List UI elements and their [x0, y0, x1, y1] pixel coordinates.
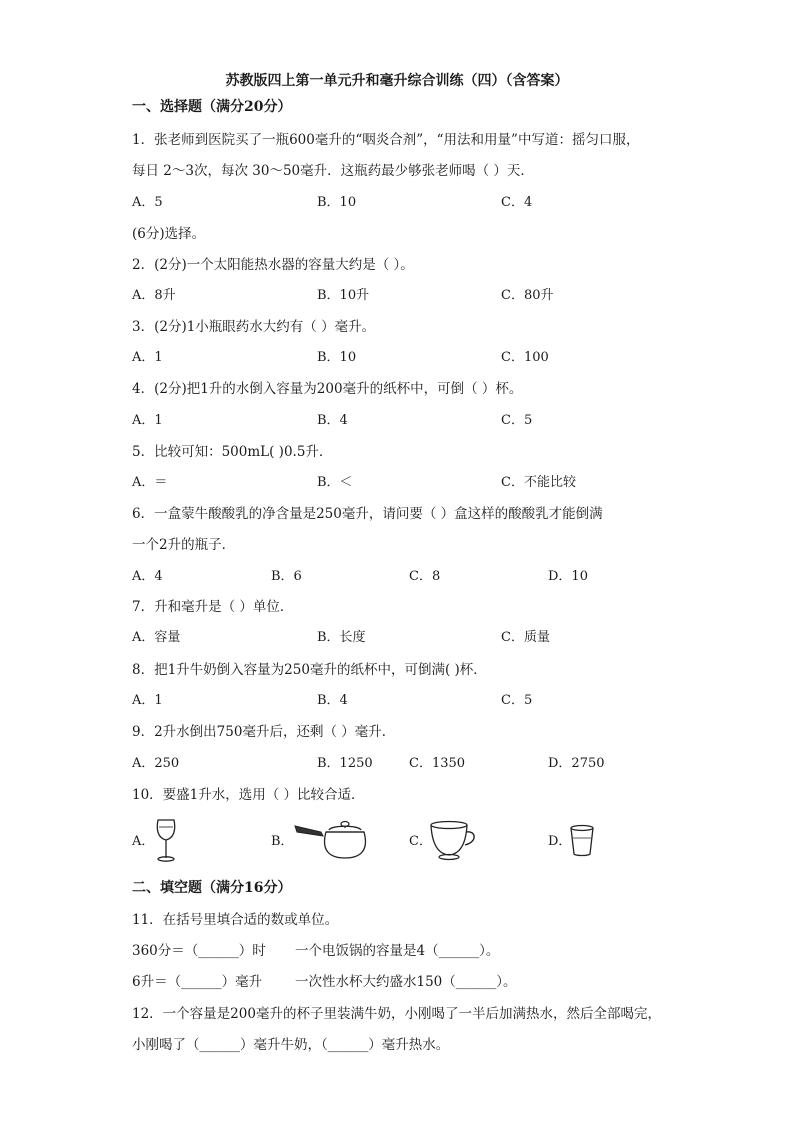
q6-option-b: B．6 — [271, 569, 302, 584]
q11-row-2-right: 一次性水杯大约盛水150（______）。 — [295, 974, 517, 990]
q2-option-c: C．80升 — [501, 288, 554, 303]
q3-option-a: A．1 — [132, 350, 163, 365]
q8-option-a: A．1 — [132, 693, 163, 708]
q3-option-c: C．100 — [501, 350, 549, 365]
q2-option-a: A．8升 — [132, 288, 176, 303]
q1-option-b: B．10 — [317, 195, 357, 210]
q10-option-a: A． — [132, 834, 155, 849]
question-8: 8．把1升牛奶倒入容量为250毫升的纸杯中，可倒满( )杯． — [132, 662, 487, 678]
question-11: 11．在括号里填合适的数或单位。 — [132, 912, 339, 928]
q7-option-a: A．容量 — [132, 630, 181, 645]
page-title: 苏教版四上第一单元升和毫升综合训练（四）（含答案） — [225, 73, 569, 89]
q4-option-b: B．4 — [317, 413, 348, 428]
question-9: 9．2升水倒出750毫升后，还剩（ ）毫升． — [132, 724, 396, 740]
q9-option-c: C．1350 — [409, 756, 466, 771]
question-6-line-1: 6．一盒蒙牛酸酸乳的净含量是250毫升，请问要（ ）盒这样的酸酸乳才能倒满 — [132, 506, 603, 522]
q10-option-d: D． — [548, 834, 572, 849]
q4-option-a: A．1 — [132, 413, 163, 428]
q8-option-c: C．5 — [501, 693, 533, 708]
teacup-icon — [428, 820, 480, 862]
small-cup-icon — [568, 824, 596, 858]
q5-option-c: C．不能比较 — [501, 475, 576, 490]
question-1-line-2: 每日 2～3次，每次 30～50毫升．这瓶药最少够张老师喝（ ）天． — [132, 163, 534, 179]
q5-option-b: B．＜ — [317, 475, 353, 490]
q3-option-b: B．10 — [317, 350, 357, 365]
q10-option-b: B． — [271, 834, 294, 849]
question-10: 10．要盛1升水，选用（ ）比较合适． — [132, 787, 365, 803]
q6-option-d: D．10 — [548, 569, 588, 584]
q8-option-b: B．4 — [317, 693, 348, 708]
q7-option-b: B．长度 — [317, 630, 366, 645]
section-choice-heading: 一、选择题（满分20分） — [132, 99, 292, 115]
q10-option-c: C． — [409, 834, 432, 849]
q11-row-1-left: 360分＝（______）时 — [132, 943, 266, 959]
q2-option-b: B．10升 — [317, 288, 370, 303]
section-note: (6分)选择。 — [132, 226, 206, 242]
question-3: 3．(2分)1小瓶眼药水大约有（ ）毫升。 — [132, 319, 376, 335]
q1-option-a: A．5 — [132, 195, 163, 210]
question-5: 5．比较可知：500mL( )0.5升． — [132, 444, 333, 460]
q4-option-c: C．5 — [501, 413, 533, 428]
question-6-line-2: 一个2升的瓶子． — [132, 537, 236, 553]
q7-option-c: C．质量 — [501, 630, 550, 645]
q9-option-d: D．2750 — [548, 756, 605, 771]
question-1-line-1: 1．张老师到医院买了一瓶600毫升的“咽炎合剂”，“用法和用量”中写道：摇匀口服， — [132, 132, 640, 148]
question-7: 7．升和毫升是（ ）单位． — [132, 599, 294, 615]
question-12-line-2: 小刚喝了（______）毫升牛奶，（______）毫升热水。 — [132, 1037, 450, 1053]
q9-option-b: B．1250 — [317, 756, 373, 771]
q6-option-a: A．4 — [132, 569, 163, 584]
question-12-line-1: 12．一个容量是200毫升的杯子里装满牛奶，小刚喝了一半后加满热水，然后全部喝完， — [132, 1006, 661, 1022]
q1-option-c: C．4 — [501, 195, 533, 210]
q11-row-1-right: 一个电饭锅的容量是4（______）。 — [295, 943, 500, 959]
question-2: 2．(2分)一个太阳能热水器的容量大约是（ ）。 — [132, 257, 414, 273]
q5-option-a: A．＝ — [132, 475, 168, 490]
q6-option-c: C．8 — [409, 569, 441, 584]
wine-glass-icon — [150, 818, 182, 864]
kettle-icon — [293, 816, 371, 860]
q11-row-2-left: 6升＝（______）毫升 — [132, 974, 263, 990]
question-4: 4．(2分)把1升的水倒入容量为200毫升的纸杯中，可倒（ ）杯。 — [132, 381, 523, 397]
q9-option-a: A．250 — [132, 756, 180, 771]
section-fill-heading: 二、填空题（满分16分） — [132, 880, 292, 896]
